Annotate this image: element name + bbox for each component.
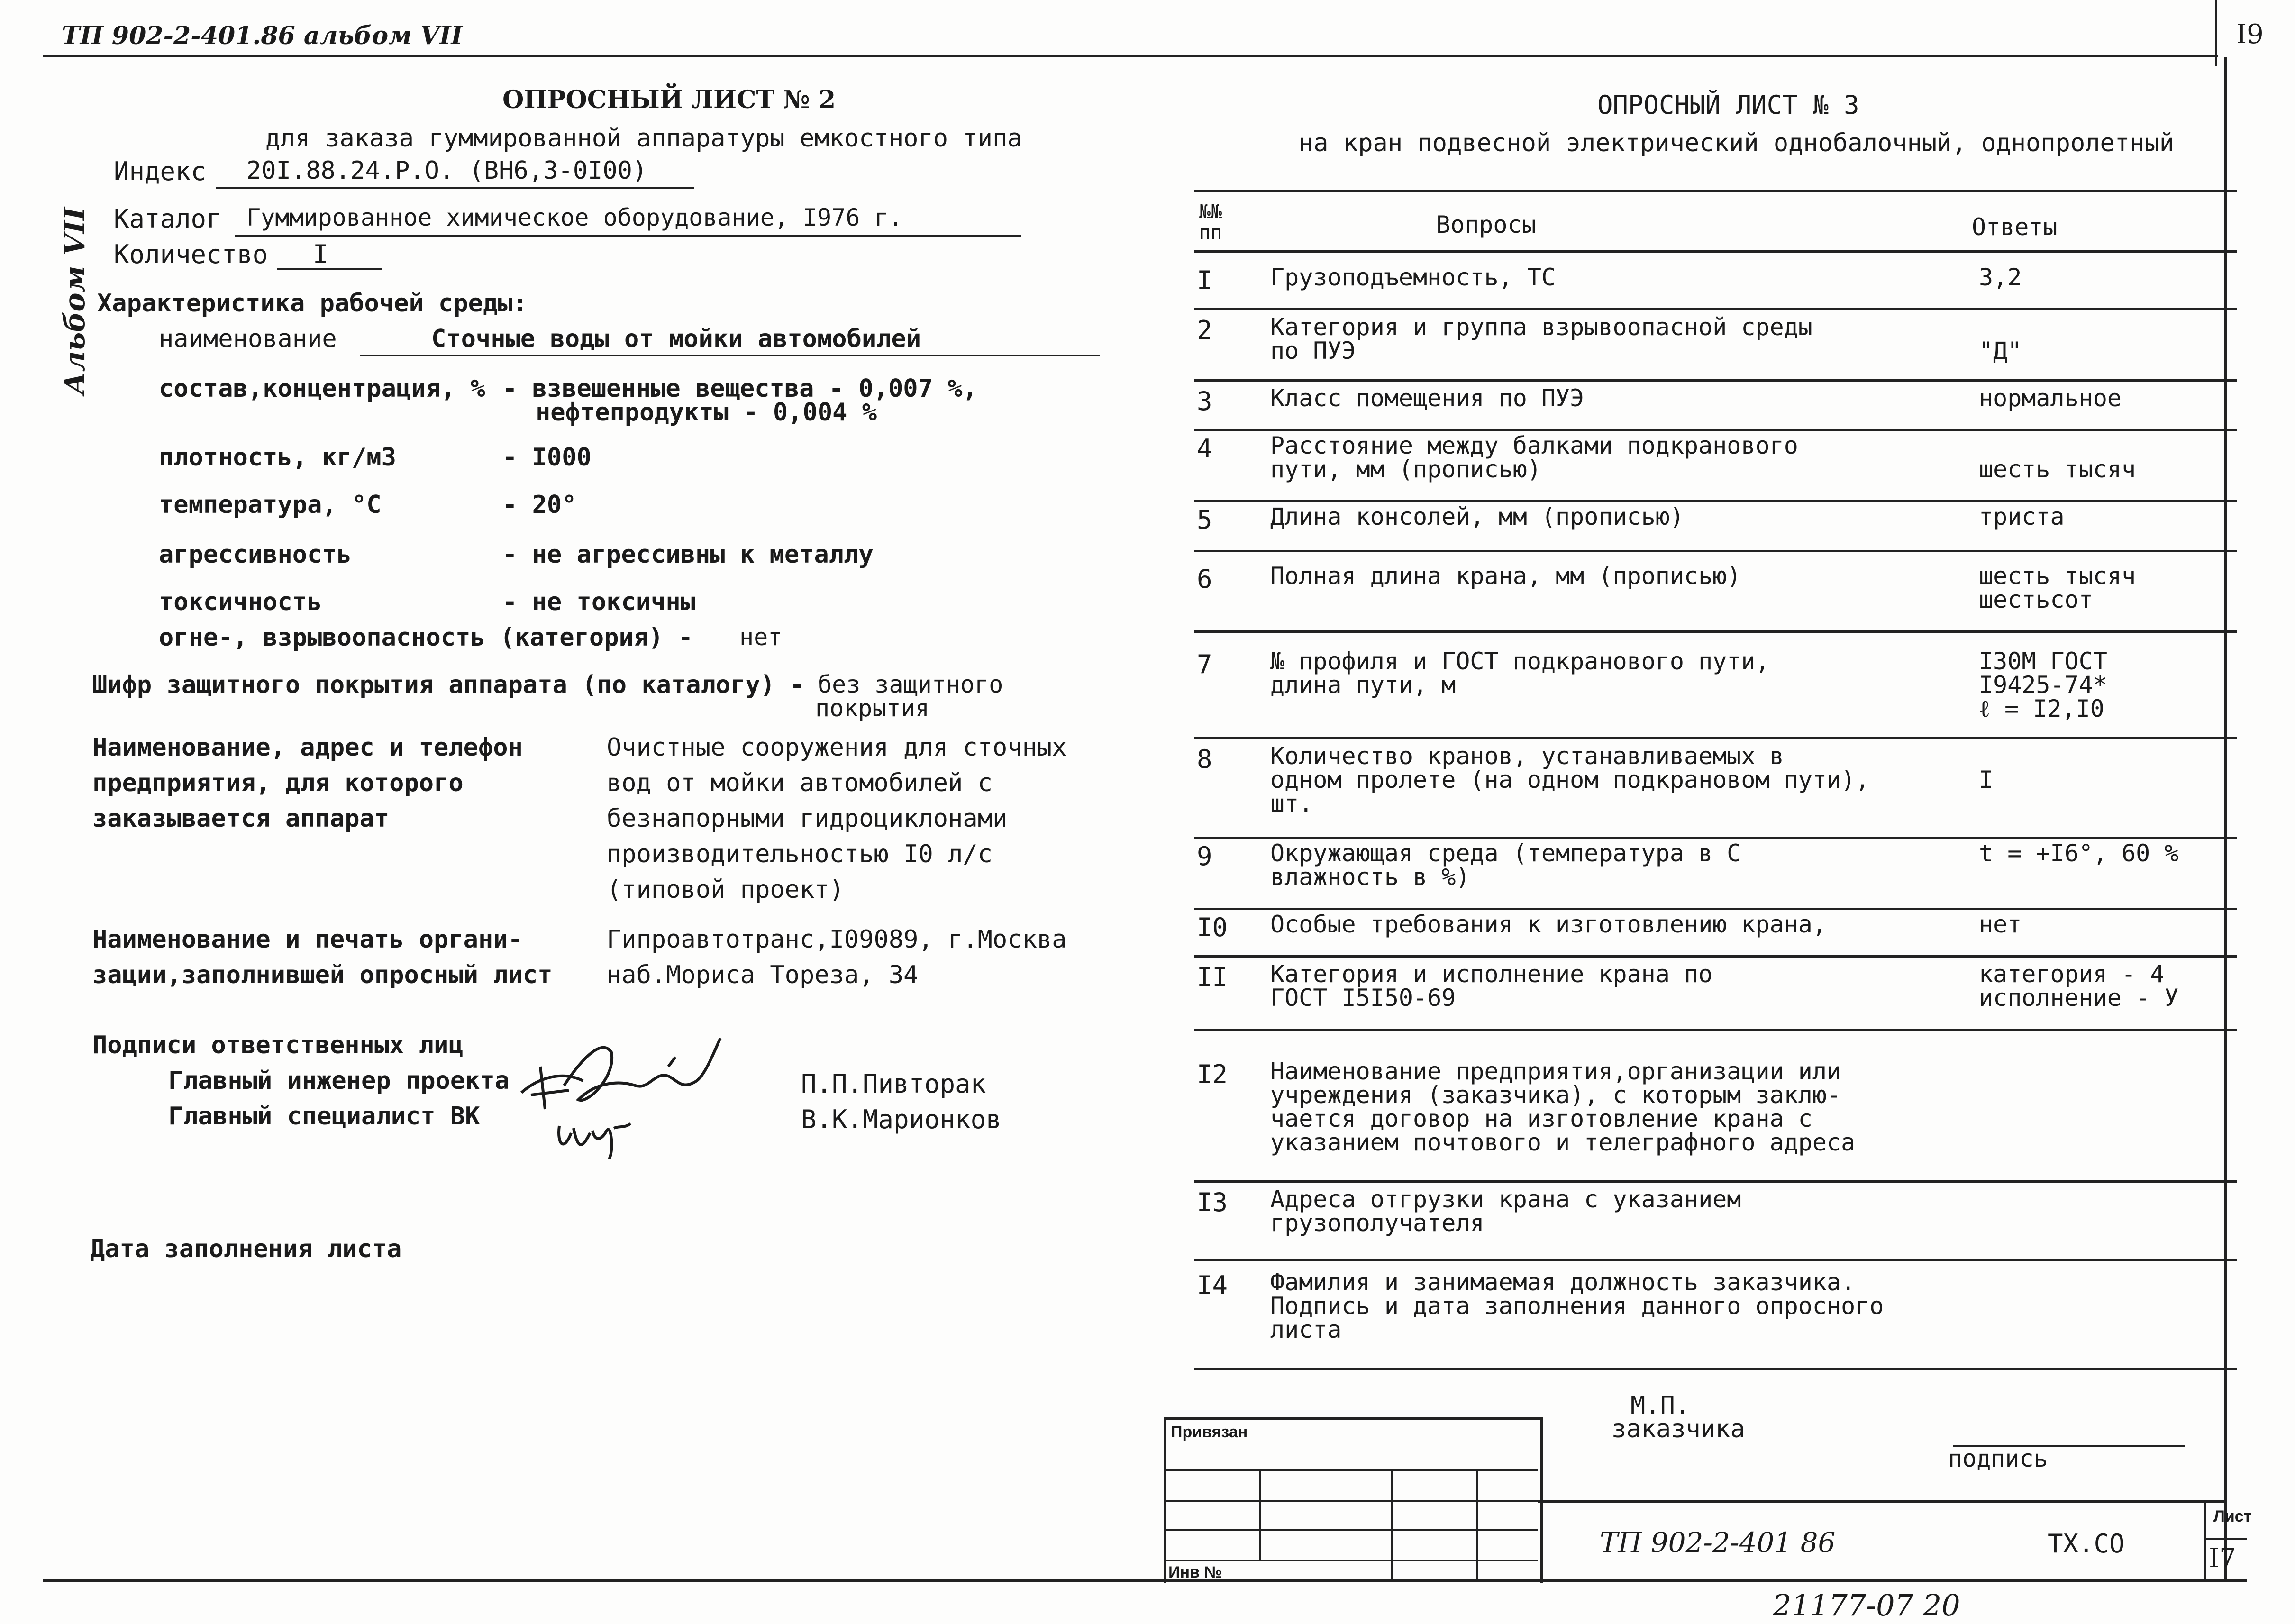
row-question-line: Полная длина крана, мм (прописью): [1270, 562, 1741, 590]
row-answer-line: шестьсот: [1979, 586, 2093, 613]
row-question-line: длина пути, м: [1270, 671, 1456, 699]
row-divider: [1194, 955, 2237, 958]
catalog-label: Каталог: [114, 204, 222, 234]
row-answer: [1979, 649, 2107, 721]
row-number: 7: [1197, 649, 1212, 679]
stamp-attached-label: Привязан: [1171, 1423, 1248, 1441]
org-value-line: Гипроавтотранс,I09089, г.Москва: [607, 925, 1067, 954]
top-mark: ТП 902-2-401.86 альбом VII: [62, 21, 463, 50]
row-question-line: влажность в %): [1270, 863, 1470, 891]
stamp-vline: [1391, 1469, 1393, 1581]
row-answer-line: категория - 4: [1979, 960, 2165, 988]
name-value: Сточные воды от мойки автомобилей: [431, 325, 921, 353]
col-answers-header: Ответы: [1972, 213, 2058, 241]
row-divider: [1194, 500, 2237, 502]
row-number: 3: [1197, 386, 1212, 416]
env-heading: Характеристика рабочей среды:: [97, 289, 528, 318]
fire-label: огне-, взрывоопасность (категория) -: [159, 623, 693, 652]
row-question-line: Наименование предприятия,организации или: [1270, 1058, 1841, 1085]
sig-name-2: В.К.Марионков: [801, 1104, 1002, 1134]
row-question-line: Категория и группа взрывоопасной среды: [1270, 313, 1812, 341]
row-question-line: чается договор на изготовление крана с: [1270, 1105, 1812, 1132]
col-num-header-line: пп: [1199, 222, 1222, 244]
doc-section-code: ТХ.СО: [2048, 1529, 2125, 1559]
sig-role-2: Главный специалист ВК: [168, 1102, 480, 1131]
form3-title: ОПРОСНЫЙ ЛИСТ № 3: [1597, 90, 1859, 120]
org-value-line: наб.Мориса Тореза, 34: [607, 961, 919, 989]
stamp-vline: [1259, 1469, 1261, 1560]
row-divider: [1194, 1180, 2237, 1183]
org-label-line: зации,заполнившей опросный лист: [92, 961, 553, 989]
row-question-line: Категория и исполнение крана по: [1270, 960, 1713, 988]
cipher-label: Шифр защитного покрытия аппарата (по каталогу) -: [92, 671, 805, 699]
tox-value: - не токсичны: [502, 588, 695, 616]
row-divider: [1194, 429, 2237, 431]
handwritten-signatures: [512, 1010, 777, 1166]
date-label: Дата заполнения листа: [90, 1235, 402, 1263]
col-num-header: [1199, 201, 1222, 243]
row-answer: [1979, 339, 2022, 363]
signatures-heading: Подписи ответственных лиц: [92, 1031, 464, 1059]
row-question-line: учреждения (заказчика), с которым заклю-: [1270, 1081, 1841, 1109]
qty-value: I: [313, 239, 328, 269]
enterprise-value-line: производительностью I0 л/с: [607, 840, 993, 868]
row-answer-line: 3,2: [1979, 264, 2022, 291]
row-answer: [1979, 457, 2136, 481]
row-divider: [1194, 1029, 2237, 1031]
row-question-line: указанием почтового и телеграфного адреса: [1270, 1129, 1856, 1156]
title-block-line: [1538, 1500, 2225, 1503]
catalog-underline: [235, 235, 1021, 237]
row-question: [1270, 1270, 1884, 1341]
row-question-line: Класс помещения по ПУЭ: [1270, 384, 1585, 412]
row-number: I: [1197, 265, 1212, 295]
row-number: II: [1197, 962, 1228, 992]
row-answer: [1979, 386, 2122, 410]
org-label: [92, 922, 553, 993]
form2-title: ОПРОСНЫЙ ЛИСТ № 2: [502, 85, 836, 114]
row-number: 5: [1197, 505, 1212, 535]
org-label-line: Наименование и печать органи-: [92, 925, 523, 954]
row-divider: [1194, 550, 2237, 552]
row-answer-line: триста: [1979, 503, 2065, 530]
org-value: [607, 922, 1067, 993]
row-answer-line: шесть тысяч: [1979, 562, 2136, 590]
row-answer: [1979, 265, 2022, 289]
enterprise-value: [607, 730, 1067, 908]
row-answer-line: нет: [1979, 911, 2022, 938]
row-divider: [1194, 1368, 2237, 1370]
row-number: I4: [1197, 1270, 1228, 1300]
comp-line1: - взвешенные вещества - 0,007 %,: [502, 374, 977, 403]
row-question: [1270, 315, 1812, 363]
row-question: [1270, 962, 1712, 1010]
enterprise-value-line: Очистные сооружения для сточных: [607, 733, 1067, 762]
name-label: наименование: [159, 325, 337, 353]
row-question-line: ГОСТ I5I50-69: [1270, 984, 1456, 1012]
sheet-label: Лист: [2213, 1507, 2252, 1525]
temp-label: температура, °С: [159, 491, 382, 519]
row-answer-line: нормальное: [1979, 384, 2122, 412]
mp-label-2: заказчика: [1612, 1415, 1745, 1443]
row-question-line: № профиля и ГОСТ подкранового пути,: [1270, 648, 1770, 675]
row-answer: [1979, 505, 2065, 529]
frame-right-line: [2224, 57, 2227, 1581]
form2-subtitle: для заказа гуммированной аппаратуры емкостного типа: [265, 124, 1022, 153]
row-question-line: Расстояние между балками подкранового: [1270, 432, 1798, 459]
page-number-divider: [2215, 0, 2217, 66]
row-answer: [1979, 841, 2178, 865]
row-answer-line: "Д": [1979, 337, 2022, 365]
row-question: [1270, 841, 1741, 889]
row-question: [1270, 1059, 1855, 1154]
row-divider: [1194, 308, 2237, 310]
side-mark: Альбом VII: [58, 207, 92, 395]
enterprise-value-line: вод от мойки автомобилей с: [607, 769, 993, 797]
form3-subtitle: на кран подвесной электрический однобалочный, однопролетный: [1299, 129, 2175, 157]
density-value: - I000: [502, 443, 592, 472]
frame-bottom-line: [43, 1579, 2247, 1582]
frame-top-line: [43, 55, 2218, 57]
stamp-line: [1164, 1529, 1538, 1531]
bottom-numbers: 21177-07 20: [1773, 1588, 1960, 1623]
row-question-line: по ПУЭ: [1270, 337, 1356, 365]
comp-label: состав,концентрация, %: [159, 374, 485, 403]
enterprise-label-line: заказывается аппарат: [92, 804, 390, 833]
tox-label: токсичность: [159, 588, 322, 616]
qty-label: Количество: [114, 239, 268, 269]
enterprise-value-line: безнапорными гидроциклонами: [607, 804, 1008, 833]
enterprise-label: [92, 730, 523, 837]
row-divider: [1194, 908, 2237, 910]
row-answer-line: исполнение - У: [1979, 984, 2179, 1012]
enterprise-label-line: предприятия, для которого: [92, 769, 464, 797]
row-number: 9: [1197, 841, 1212, 871]
cipher-value-1: без защитного: [818, 671, 1003, 698]
row-divider: [1194, 379, 2237, 382]
row-number: I2: [1197, 1059, 1228, 1089]
row-number: 2: [1197, 315, 1212, 345]
stamp-line: [1164, 1500, 1538, 1502]
row-answer-line: шесть тысяч: [1979, 456, 2136, 483]
name-underline: [360, 355, 1100, 356]
stamp-line: [1164, 1560, 1538, 1561]
row-question-line: Длина консолей, мм (прописью): [1270, 503, 1684, 530]
aggr-label: агрессивность: [159, 540, 352, 569]
row-question: [1270, 386, 1584, 410]
stamp-vline: [1476, 1469, 1478, 1581]
row-number: I0: [1197, 912, 1228, 942]
temp-value: - 20°: [502, 491, 577, 519]
page-number: I9: [2236, 19, 2264, 50]
enterprise-label-line: Наименование, адрес и телефон: [92, 733, 523, 762]
enterprise-value-line: (типовой проект): [607, 876, 844, 904]
row-question-line: Адреса отгрузки крана с указанием: [1270, 1186, 1741, 1213]
sig-role-1: Главный инженер проекта: [168, 1067, 510, 1095]
index-label: Индекс: [114, 156, 207, 186]
mp-label: М.П.: [1630, 1391, 1690, 1420]
row-number: 6: [1197, 564, 1212, 594]
catalog-value: Гуммированное химическое оборудование, I976 г.: [246, 204, 903, 231]
row-question-line: Количество кранов, устанавливаемых в: [1270, 742, 1784, 770]
row-question-line: Подпись и дата заполнения данного опросного: [1270, 1292, 1884, 1320]
row-number: 4: [1197, 434, 1212, 464]
sheet-number: I7: [2209, 1543, 2236, 1574]
row-answer-line: ℓ = I2,I0: [1979, 695, 2104, 722]
table-header-bottom-line: [1194, 250, 2237, 253]
row-question: [1270, 1187, 1741, 1235]
row-answer: [1979, 962, 2178, 1010]
row-answer-line: I: [1979, 766, 1994, 794]
row-question-line: грузополучателя: [1270, 1209, 1484, 1237]
row-answer-line: I30M ГОСТ: [1979, 648, 2107, 675]
row-question: [1270, 649, 1770, 697]
row-question: [1270, 564, 1741, 588]
row-question-line: Окружающая среда (температура в С: [1270, 839, 1741, 867]
row-question: [1270, 265, 1556, 289]
row-question: [1270, 912, 1827, 936]
row-number: I3: [1197, 1187, 1228, 1217]
comp-line2: нефтепродукты - 0,004 %: [536, 398, 877, 427]
signature-caption: подпись: [1948, 1445, 2048, 1472]
row-question: [1270, 505, 1684, 529]
title-block-vline: [2204, 1500, 2206, 1581]
row-number: 8: [1197, 744, 1212, 774]
sig-name-1: П.П.Пивторак: [801, 1069, 986, 1099]
row-question: [1270, 434, 1798, 481]
title-block-line: [2204, 1538, 2247, 1540]
row-answer: [1979, 768, 1993, 792]
density-label: плотность, кг/м3: [159, 443, 396, 472]
row-answer: [1979, 912, 2022, 936]
row-divider: [1194, 630, 2237, 633]
doc-code: ТП 902-2-401 86: [1600, 1526, 1836, 1559]
stamp-inv-label: Инв №: [1168, 1563, 1222, 1581]
row-divider: [1194, 737, 2237, 739]
row-divider: [1194, 1259, 2237, 1261]
row-question-line: одном пролете (на одном подкрановом пути),: [1270, 766, 1870, 794]
row-answer: [1979, 564, 2136, 611]
index-value: 20I.88.24.P.O. (ВН6,3-0I00): [246, 156, 647, 185]
row-divider: [1194, 837, 2237, 839]
col-num-header-line: №№: [1199, 201, 1222, 223]
row-question-line: пути, мм (прописью): [1270, 456, 1541, 483]
col-questions-header: Вопросы: [1436, 211, 1536, 238]
row-question-line: Особые требования к изготовлению крана,: [1270, 911, 1827, 938]
index-underline: [216, 187, 694, 189]
row-answer-line: t = +I6°, 60 %: [1979, 839, 2179, 867]
row-question-line: Грузоподъемность, ТС: [1270, 264, 1556, 291]
row-question-line: листа: [1270, 1316, 1342, 1343]
table-header-top-line: [1194, 190, 2237, 192]
row-answer-line: I9425-74*: [1979, 671, 2107, 699]
cipher-value-2: покрытия: [815, 694, 929, 722]
stamp-line: [1164, 1469, 1538, 1471]
row-question: [1270, 744, 1869, 815]
aggr-value: - не агрессивны к металлу: [502, 540, 874, 569]
qty-underline: [277, 268, 382, 270]
row-question-line: шт.: [1270, 790, 1313, 817]
row-question-line: Фамилия и занимаемая должность заказчика.: [1270, 1268, 1856, 1296]
fire-value: нет: [739, 623, 783, 651]
